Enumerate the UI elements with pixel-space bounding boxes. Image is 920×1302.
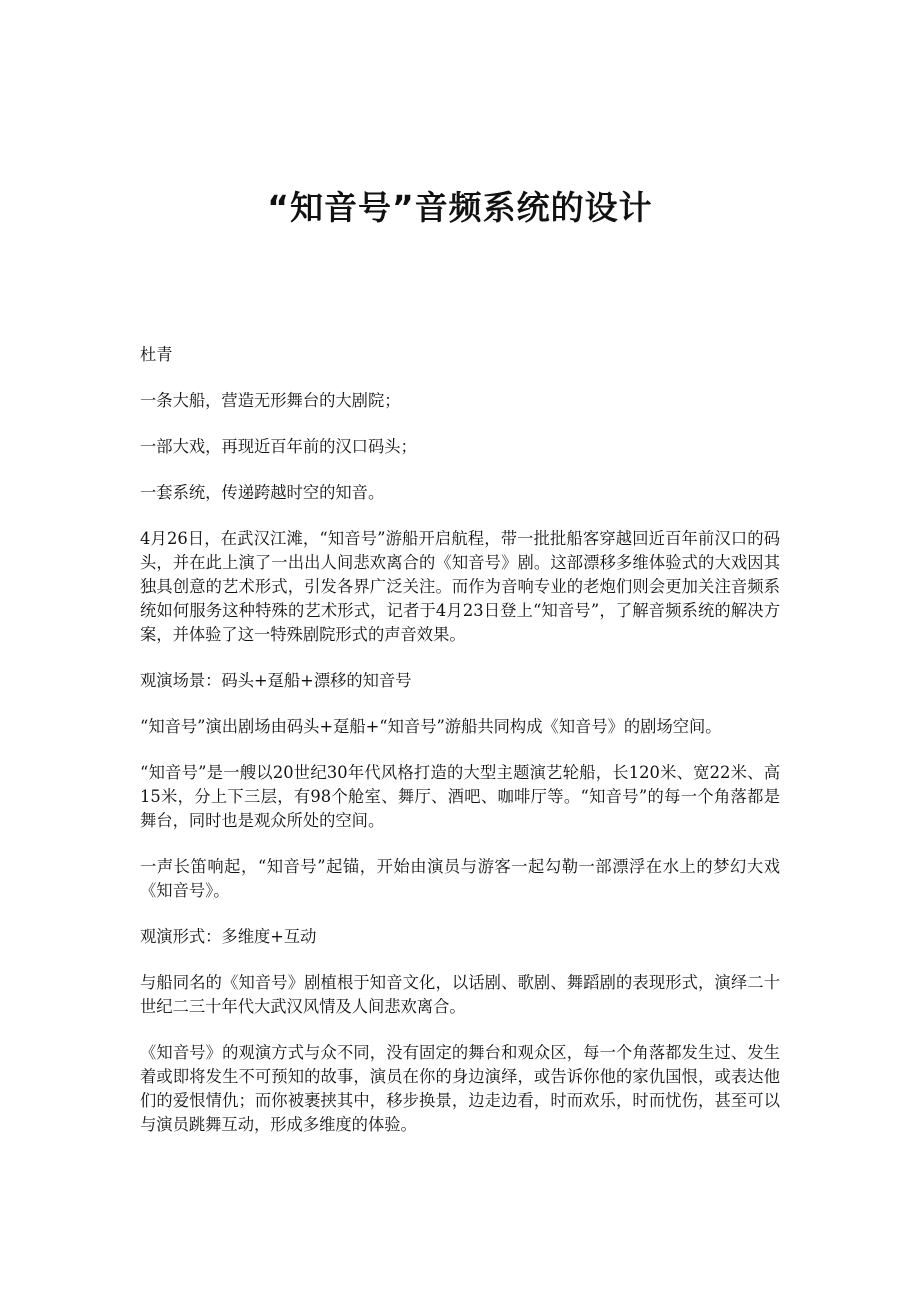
document-title: “知音号”音频系统的设计 — [267, 188, 653, 227]
body-paragraph: “知音号”演出剧场由码头+趸船+“知音号”游船共同构成《知音号》的剧场空间。 — [140, 717, 722, 736]
document-body — [140, 343, 780, 1159]
body-paragraph: 与船同名的《知音号》剧植根于知音文化，以话剧、歌剧、舞蹈剧的表现形式，演绎二十世纪二三十年代大武汉风情及人间悲欢离合。 — [140, 973, 780, 1016]
body-paragraph: 一声长笛响起，“知音号”起锚，开始由演员与游客一起勾勒一部漂浮在水上的梦幻大戏《知音号》。 — [140, 857, 780, 900]
body-paragraph: 一条大船，营造无形舞台的大剧院； — [140, 391, 401, 410]
body-paragraph: 一部大戏，再现近百年前的汉口码头； — [140, 437, 417, 456]
body-paragraph: “知音号”是一艘以20世纪30年代风格打造的大型主题演艺轮船，长120米、宽22米、高15米，分上下三层，有98个舱室、舞厅、酒吧、咖啡厅等。“知音号”的每一个角落都是舞台，同时也是观众所处的空间。 — [140, 763, 780, 830]
body-paragraph: 4月26日，在武汉江滩，“知音号”游船开启航程，带一批批船客穿越回近百年前汉口的码头，并在此上演了一出出人间悲欢离合的《知音号》剧。这部漂移多维体验式的大戏因其独具创意的艺术形式，引发各界广泛关注。而作为音响专业的老炮们则会更加关注音频系统如何服务这种特殊的艺术形式，记者于4月23日登上“知音号”，了解音频系统的解决方案，并体验了这一特殊剧院形式的声音效果。 — [140, 529, 780, 644]
section-heading: 观演形式：多维度+互动 — [140, 927, 317, 946]
body-paragraph: 一套系统，传递跨越时空的知音。 — [140, 483, 385, 502]
body-paragraph: 《知音号》的观演方式与众不同，没有固定的舞台和观众区，每一个角落都发生过、发生着或即将发生不可预知的故事，演员在你的身边演绎，或告诉你他的家仇国恨，或表达他们的爱恨情仇；而你被裹挟其中，移步换景，边走边看，时而欢乐，时而忧伤，甚至可以与演员跳舞互动，形成多维度的体验。 — [140, 1043, 780, 1134]
author-line: 杜青 — [140, 345, 173, 364]
section-heading: 观演场景：码头+趸船+漂移的知音号 — [140, 671, 412, 690]
